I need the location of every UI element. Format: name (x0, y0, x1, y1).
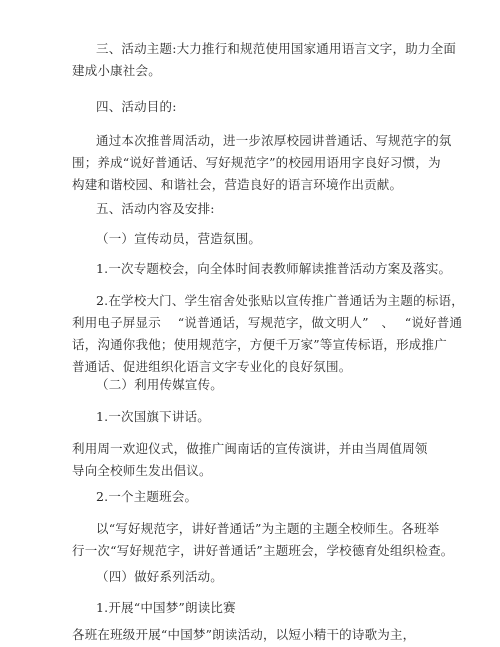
section-heading-4 (72, 566, 432, 588)
text-line: 通过本次推普周活动，进一步浓厚校园讲普通话、写规范字的氛 (96, 133, 452, 148)
text-line: 2.在学校大门、学生宿舍处张贴以宣传推广普通话为主题的标语， (96, 293, 464, 308)
section-heading-1 (72, 228, 432, 250)
text-line: 普通话、促进组织化语言文字专业化的良好氛围。 (72, 359, 352, 374)
text-line: 2.一个主题班会。 (96, 489, 198, 504)
text-line: 五、活动内容及安排: (96, 201, 215, 216)
text-line: 构建和谐校园、和谐社会，营造良好的语言环境作出贡献。 (72, 177, 403, 192)
text-line: 1.一次专题校会，向全体时间表教师解读推普活动方案及落实。 (96, 261, 452, 276)
text-line: 以“写好规范字，讲好普通话”为主题的主题全校师生。各班举 (96, 521, 440, 536)
text-line: 1.开展“中国梦”朗读比赛 (96, 600, 236, 615)
text-line: 建成小康社会。 (72, 63, 161, 78)
text-line: 利用电子屏显示 “说普通话，写规范字，做文明人” 、 “说好普通 (72, 315, 463, 330)
heading-content (72, 198, 432, 220)
paragraph-theme (72, 38, 457, 82)
item-2-2-body (72, 518, 454, 562)
paragraph-purpose (72, 130, 452, 196)
item-1-2 (72, 290, 464, 378)
text-line: （四）做好系列活动。 (96, 569, 224, 584)
text-line: 各班在班级开展“中国梦”朗读活动，以短小精干的诗歌为主， (72, 627, 416, 642)
item-4-1 (72, 597, 432, 619)
text-line: 1.一次国旗下讲话。 (96, 409, 210, 424)
section-heading-2 (72, 374, 432, 396)
text-line: （一）宣传动员，营造氛围。 (96, 231, 262, 246)
text-line: 话，沟通你我他；使用规范字，方便千万家”等宣传标语，形成推广 (72, 337, 447, 352)
item-2-1 (72, 406, 432, 428)
item-2-2 (72, 486, 432, 508)
text-line: 导向全校师生发出倡议。 (72, 463, 212, 478)
text-line: 利用周一欢迎仪式，做推广闽南话的宣传演讲，并由当周值周领 (72, 441, 428, 456)
heading-purpose (72, 96, 432, 118)
text-line: 围；养成“说好普通话、写好规范字”的校园用语用字良好习惯，为 (72, 155, 441, 170)
item-1-1 (72, 258, 452, 280)
item-4-1-body (72, 624, 432, 646)
item-2-1-body (72, 438, 432, 482)
text-line: （二）利用传媒宣传。 (96, 377, 224, 392)
text-line: 四、活动目的: (96, 99, 177, 114)
text-line: 三、活动主题:大力推行和规范使用国家通用语言文字，助力全面 (96, 41, 457, 56)
text-line: 行一次“写好规范字，讲好普通话”主题班会，学校德育处组织检查。 (72, 543, 454, 558)
